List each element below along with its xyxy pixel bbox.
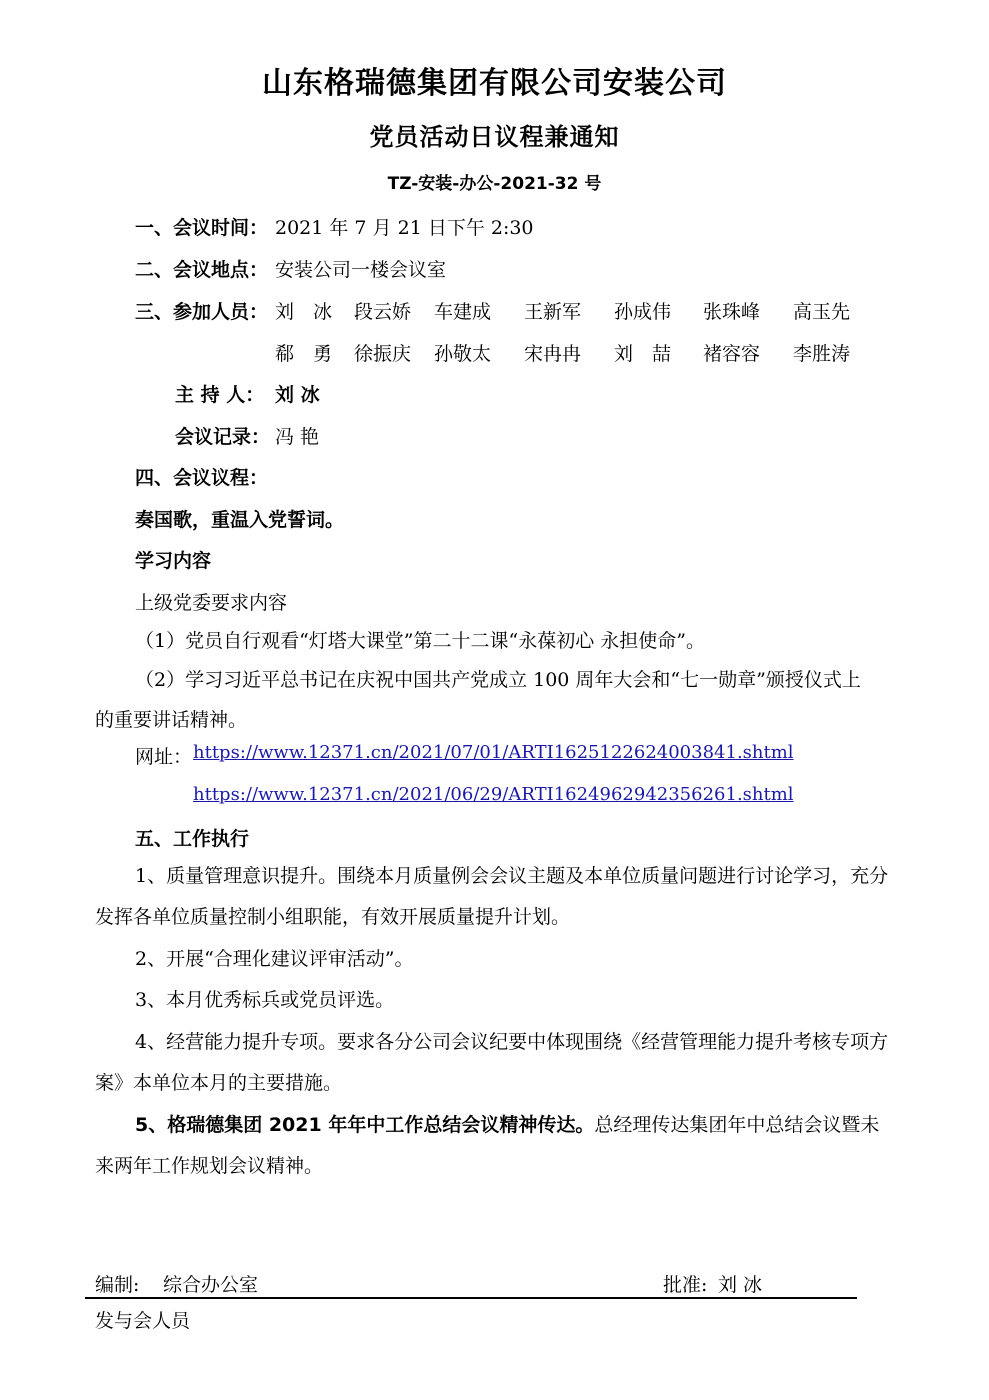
study-link-2[interactable]: https://www.12371.cn/2021/06/29/ARTI1624962942356261.shtml <box>193 784 794 805</box>
work-item-1: 1、质量管理意识提升。围绕本月质量例会会议主题及本单位质量问题进行讨论学习，充分发挥各单位质量控制小组职能，有效开展质量提升计划。 <box>95 865 889 928</box>
recorder-label: 会议记录： <box>175 426 271 448</box>
url-label: 网址： <box>135 746 193 768</box>
attendee-name: 刘 冰 <box>275 301 333 323</box>
host-label: 主 持 人： <box>175 384 265 406</box>
attendee-name: 宋冉冉 <box>524 343 582 365</box>
study-link-1[interactable]: https://www.12371.cn/2021/07/01/ARTI1625122624003841.shtml <box>193 742 794 763</box>
work-item-5-title: 5、格瑞德集团 2021 年年中工作总结会议精神传达。 <box>135 1114 595 1136</box>
attendee-name: 徐振庆 <box>354 343 412 365</box>
work-heading: 五、工作执行 <box>135 828 250 850</box>
agenda-anthem: 奏国歌，重温入党誓词。 <box>135 509 345 531</box>
attendee-name: 高玉先 <box>793 301 851 323</box>
study-item-2-line-1: （2）学习习近平总书记在庆祝中国共产党成立 100 周年大会和“七一勋章”颁授仪式上 <box>135 669 861 691</box>
document-title: 山东格瑞德集团有限公司安装公司 <box>262 66 727 101</box>
work-item-2: 2、开展“合理化建议评审活动”。 <box>135 948 414 970</box>
superior-requirements: 上级党委要求内容 <box>135 592 288 614</box>
attendee-name: 刘 喆 <box>614 343 672 365</box>
attendee-name: 褚容容 <box>703 343 761 365</box>
compiled-value: 综合办公室 <box>163 1274 259 1296</box>
attendee-name: 孙敬太 <box>434 343 492 365</box>
approved-label: 批准: <box>663 1274 708 1296</box>
attendees-label: 三、参加人员： <box>135 301 269 323</box>
attendee-name: 李胜涛 <box>793 343 851 365</box>
host-value: 刘 冰 <box>275 384 320 406</box>
work-item-5 <box>95 1105 895 1187</box>
attendee-name: 王新军 <box>524 301 582 323</box>
time-label: 一、会议时间： <box>135 217 269 239</box>
document-number: TZ-安装-办公-2021-32 号 <box>387 174 602 194</box>
study-item-1: （1）党员自行观看“灯塔大课堂”第二十二课“永葆初心 永担使命”。 <box>135 630 705 652</box>
study-item-2-line-2: 的重要讲话精神。 <box>95 709 248 731</box>
attendee-name: 段云娇 <box>354 301 412 323</box>
study-heading: 学习内容 <box>135 550 212 572</box>
recorder-value: 冯 艳 <box>275 426 320 448</box>
place-label: 二、会议地点： <box>135 259 269 281</box>
agenda-heading: 四、会议议程： <box>135 467 269 489</box>
work-item-5-text: 总经理传达集团年中总结会议暨未来两年工作规划会议精神。 <box>95 1114 880 1177</box>
distribution: 发与会人员 <box>95 1310 191 1332</box>
compiled-label: 编制: <box>95 1274 140 1296</box>
attendee-name: 孙成伟 <box>614 301 672 323</box>
place-value: 安装公司一楼会议室 <box>275 259 447 281</box>
attendee-name: 郗 勇 <box>275 343 333 365</box>
work-item-4: 4、经营能力提升专项。要求各分公司会议纪要中体现围绕《经营管理能力提升考核专项方案》本单位本月的主要措施。 <box>95 1031 889 1094</box>
work-item-3: 3、本月优秀标兵或党员评选。 <box>135 989 395 1011</box>
footer-divider <box>85 1297 857 1299</box>
approved-value: 刘 冰 <box>718 1274 763 1296</box>
attendee-name: 张珠峰 <box>703 301 761 323</box>
document-subtitle: 党员活动日议程兼通知 <box>369 123 620 151</box>
time-value: 2021 年 7 月 21 日下午 2:30 <box>275 217 534 239</box>
attendee-name: 车建成 <box>434 301 492 323</box>
